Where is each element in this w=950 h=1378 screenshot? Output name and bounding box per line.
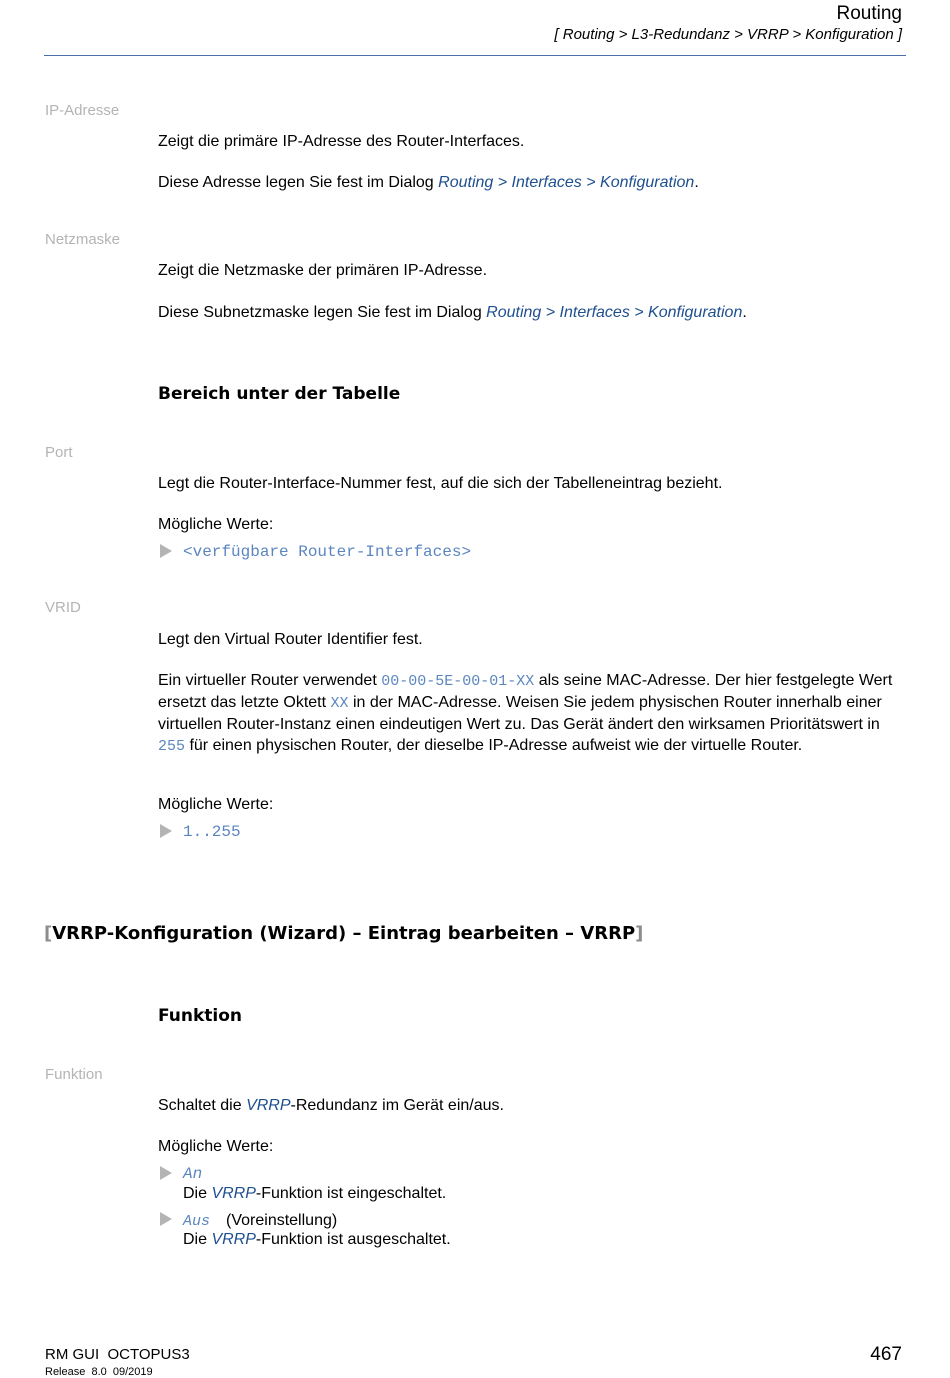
param-label-ip-adresse: IP-Adresse — [45, 102, 120, 119]
aus-desc-post: -Funktion ist ausgeschaltet. — [255, 1231, 451, 1248]
vrid-description: Legt den Virtual Router Identifier fest. — [158, 631, 423, 648]
funktion-value-an: An — [183, 1165, 203, 1183]
netzmaske-note-end: . — [742, 304, 747, 321]
section-heading-funktion: Funktion — [158, 1006, 243, 1026]
ip-adresse-description: Zeigt die primäre IP-Adresse des Router-Interfaces. — [158, 133, 525, 150]
heading-open-bracket: [ — [44, 923, 53, 944]
heading-wizard-text: VRRP-Konfiguration (Wizard) – Eintrag bearbeiten – VRRP — [52, 923, 636, 944]
port-values-label: Mögliche Werte: — [158, 516, 274, 533]
breadcrumb: [ Routing > L3-Redundanz > VRRP > Konfiguration ] — [554, 26, 902, 43]
an-desc-pre: Die — [183, 1185, 212, 1202]
section-heading-below-table: Bereich unter der Tabelle — [158, 384, 401, 404]
param-label-funktion: Funktion — [45, 1066, 103, 1083]
ip-adresse-note — [158, 172, 906, 193]
vrid-paragraph-text-c: in der MAC-Adresse. Weisen Sie jedem physischen Router innerhalb einer virtuellen Router-Instanz einen eindeutigen Wert zu. Das Gerät ändert den wirksamen Prioritätswert in — [158, 694, 882, 733]
netzmaske-description: Zeigt die Netzmaske der primären IP-Adresse. — [158, 262, 488, 279]
param-label-vrid: VRID — [45, 599, 81, 616]
vrid-paragraph-text-d: für einen physischen Router, der dieselbe IP-Adresse aufweist wie der virtuelle Router. — [185, 737, 803, 754]
dialog-link-routing-interfaces-2[interactable]: Routing > Interfaces > Konfiguration — [486, 304, 743, 321]
triangle-bullet-icon — [158, 1165, 174, 1181]
funktion-description — [158, 1095, 906, 1116]
footer-release: Release 8.0 09/2019 — [45, 1366, 153, 1378]
page-number: 467 — [870, 1344, 902, 1365]
triangle-bullet-icon — [158, 823, 174, 839]
aus-default-note: (Voreinstellung) — [226, 1212, 338, 1229]
param-label-port: Port — [45, 444, 73, 461]
vrid-mac-code: 00-00-5E-00-01-XX — [381, 673, 535, 690]
section-heading-wizard — [44, 923, 643, 944]
funktion-an-description — [183, 1183, 446, 1204]
ip-adresse-note-end: . — [694, 174, 699, 191]
vrid-values-label: Mögliche Werte: — [158, 796, 274, 813]
port-description: Legt die Router-Interface-Nummer fest, auf die sich der Tabelleneintrag bezieht. — [158, 475, 723, 492]
vrid-paragraph — [158, 670, 906, 757]
vrrp-link[interactable]: VRRP — [211, 1185, 256, 1202]
ip-adresse-note-text: Diese Adresse legen Sie fest im Dialog — [158, 174, 439, 191]
netzmaske-note-text: Diese Subnetzmaske legen Sie fest im Dialog — [158, 304, 487, 321]
vrid-value-range: 1..255 — [183, 823, 241, 841]
funktion-aus-description — [183, 1229, 451, 1250]
vrid-paragraph-text-a: Ein virtueller Router verwendet — [158, 672, 382, 689]
funktion-desc-pre: Schaltet die — [158, 1097, 247, 1114]
page-header-title: Routing — [836, 3, 902, 24]
an-desc-post: -Funktion ist eingeschaltet. — [255, 1185, 447, 1202]
aus-desc-pre: Die — [183, 1231, 212, 1248]
vrid-paragraph-text-b: als seine MAC-Adresse. Der hier festgelegte Wert ersetzt das letzte Oktett — [158, 672, 893, 711]
netzmaske-note — [158, 302, 906, 323]
funktion-desc-post: -Redundanz im Gerät ein/aus. — [290, 1097, 504, 1114]
funktion-value-aus: Aus — [183, 1213, 211, 1230]
dialog-link-routing-interfaces[interactable]: Routing > Interfaces > Konfiguration — [438, 174, 695, 191]
header-divider — [44, 55, 906, 56]
port-value-interfaces: <verfügbare Router-Interfaces> — [183, 543, 472, 561]
vrid-octet-code: XX — [330, 695, 349, 712]
triangle-bullet-icon — [158, 1211, 174, 1227]
vrid-priority-code: 255 — [158, 738, 186, 755]
funktion-values-label: Mögliche Werte: — [158, 1138, 274, 1155]
vrrp-link[interactable]: VRRP — [246, 1097, 291, 1114]
footer-document-title: RM GUI OCTOPUS3 — [45, 1346, 190, 1363]
heading-close-bracket: ] — [635, 923, 644, 944]
triangle-bullet-icon — [158, 543, 174, 559]
vrrp-link[interactable]: VRRP — [211, 1231, 256, 1248]
param-label-netzmaske: Netzmaske — [45, 231, 121, 248]
